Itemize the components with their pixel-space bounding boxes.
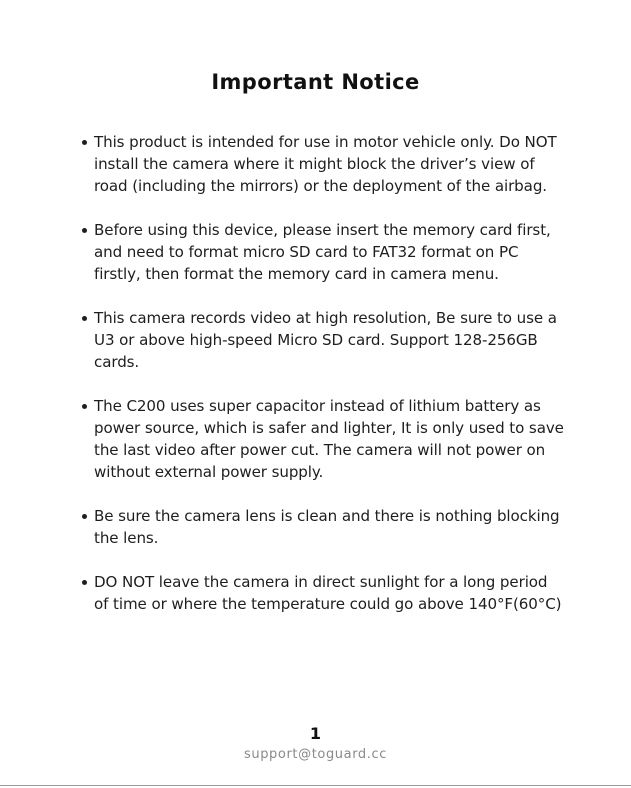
bullet-icon (82, 404, 87, 409)
page-title: Important Notice (211, 70, 420, 94)
notice-item-6 (82, 571, 564, 615)
bullet-icon (82, 514, 87, 519)
notice-item-1 (82, 131, 564, 197)
support-email: support@toguard.cc (243, 747, 387, 762)
bullet-icon (82, 228, 87, 233)
notice-item-5 (82, 505, 564, 549)
notice-list (82, 131, 564, 637)
notice-text-3: This camera records video at high resolution, Be sure to use a U3 or above high-speed Micro SD card. Support 128-256GB cards. (94, 309, 557, 371)
notice-item-3 (82, 307, 564, 373)
notice-text-2: Before using this device, please insert the memory card first, and need to format micro SD card to FAT32 format on PC firstly, then format the memory card in camera menu. (94, 221, 551, 283)
bottom-divider (0, 785, 631, 786)
notice-item-4 (82, 395, 564, 483)
page-number: 1 (309, 724, 322, 743)
bullet-icon (82, 580, 87, 585)
notice-text-1: This product is intended for use in motor vehicle only. Do NOT install the camera where it might block the driver’s view of road (including the mirrors) or the deployment of the airbag. (94, 133, 557, 195)
notice-text-5: Be sure the camera lens is clean and there is nothing blocking the lens. (94, 507, 560, 547)
notice-text-4: The C200 uses super capacitor instead of lithium battery as power source, which is safer and lighter, It is only used to save the last video after power cut. The camera will not power on without external power supply. (94, 397, 564, 481)
notice-item-2 (82, 219, 564, 285)
bullet-icon (82, 316, 87, 321)
bullet-icon (82, 140, 87, 145)
notice-text-6: DO NOT leave the camera in direct sunlight for a long period of time or where the temperature could go above 140°F(60°C) (94, 573, 562, 613)
